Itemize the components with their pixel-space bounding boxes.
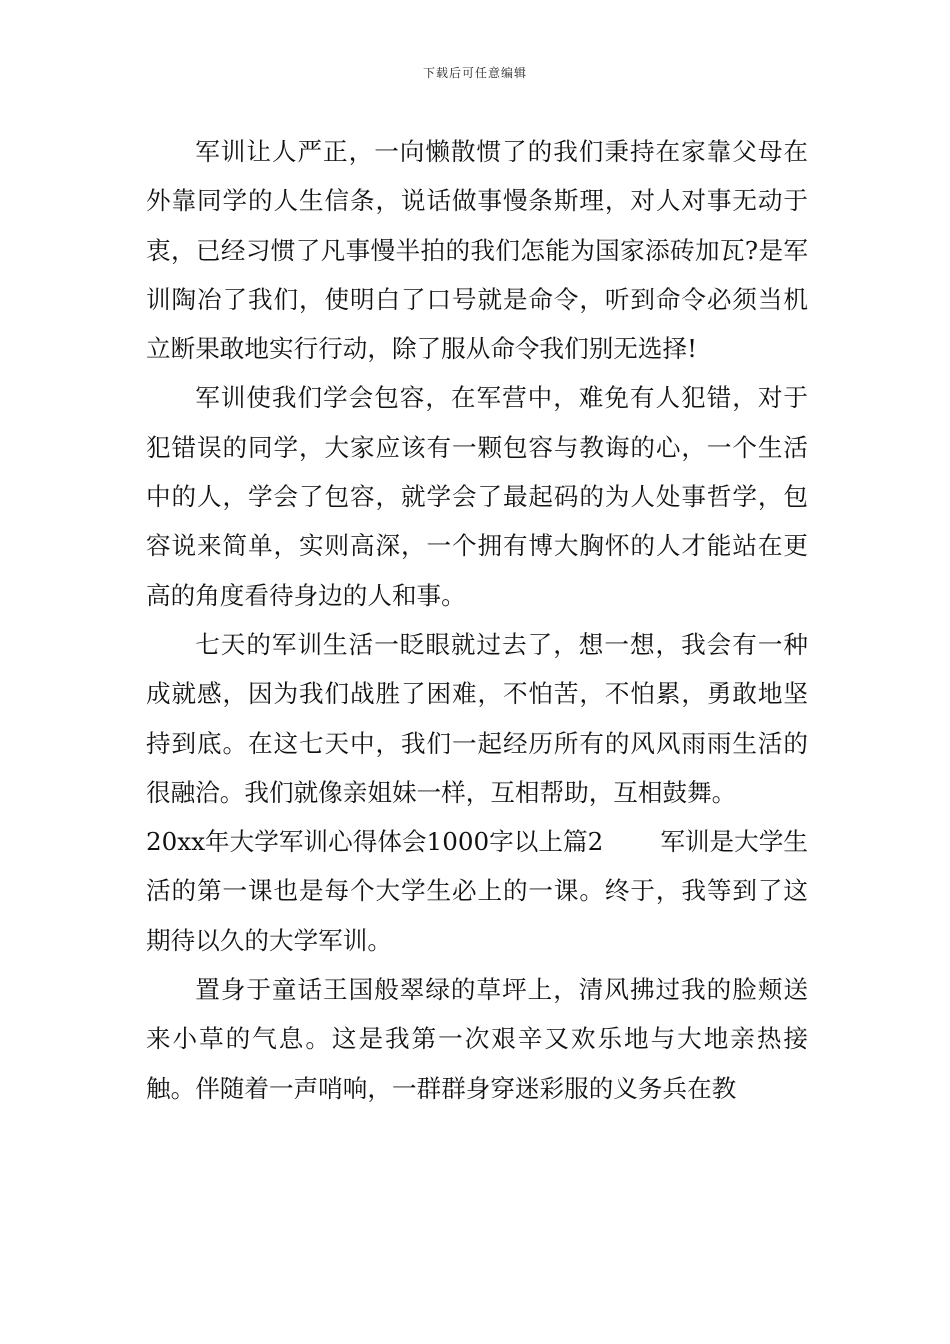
paragraph-3: 七天的军训生活一眨眼就过去了，想一想，我会有一种成就感，因为我们战胜了困难，不怕苦，不怕累，勇敢地坚持到底。在这七天中，我们一起经历所有的风风雨雨生活的很融洽。我们就像亲姐妹一样，互相帮助，互相鼓舞。: [146, 629, 808, 807]
paragraph-2: 军训使我们学会包容，在军营中，难免有人犯错，对于犯错误的同学，大家应该有一颗包容与教诲的心，一个生活中的人，学会了包容，就学会了最起码的为人处事哲学，包容说来简单，实则高深，一个拥有博大胸怀的人才能站在更高的角度看待身边的人和事。: [146, 383, 808, 610]
document-body: [146, 127, 808, 1113]
section-heading: 20xx年大学军训心得体会1000字以上篇2: [146, 827, 604, 857]
page-header: 下载后可任意编辑: [422, 66, 527, 80]
paragraph-4: 置身于童话王国般翠绿的草坪上，清风拂过我的脸颊送来小草的气息。这是我第一次艰辛又欢乐地与大地亲热接触。伴随着一声哨响，一群群身穿迷彩服的义务兵在教: [146, 975, 808, 1103]
section-paragraph: [146, 817, 808, 965]
paragraph-1: 军训让人严正，一向懒散惯了的我们秉持在家靠父母在外靠同学的人生信条，说话做事慢条斯理，对人对事无动于衷，已经习惯了凡事慢半拍的我们怎能为国家添砖加瓦?是军训陶冶了我们，使明白了口号就是命令，听到命令必须当机立断果敢地实行行动，除了服从命令我们别无选择!: [146, 137, 808, 364]
section-intro: 军训是大学生活的第一课也是每个大学生必上的一课。终于，我等到了这期待以久的大学军训。: [146, 827, 808, 955]
